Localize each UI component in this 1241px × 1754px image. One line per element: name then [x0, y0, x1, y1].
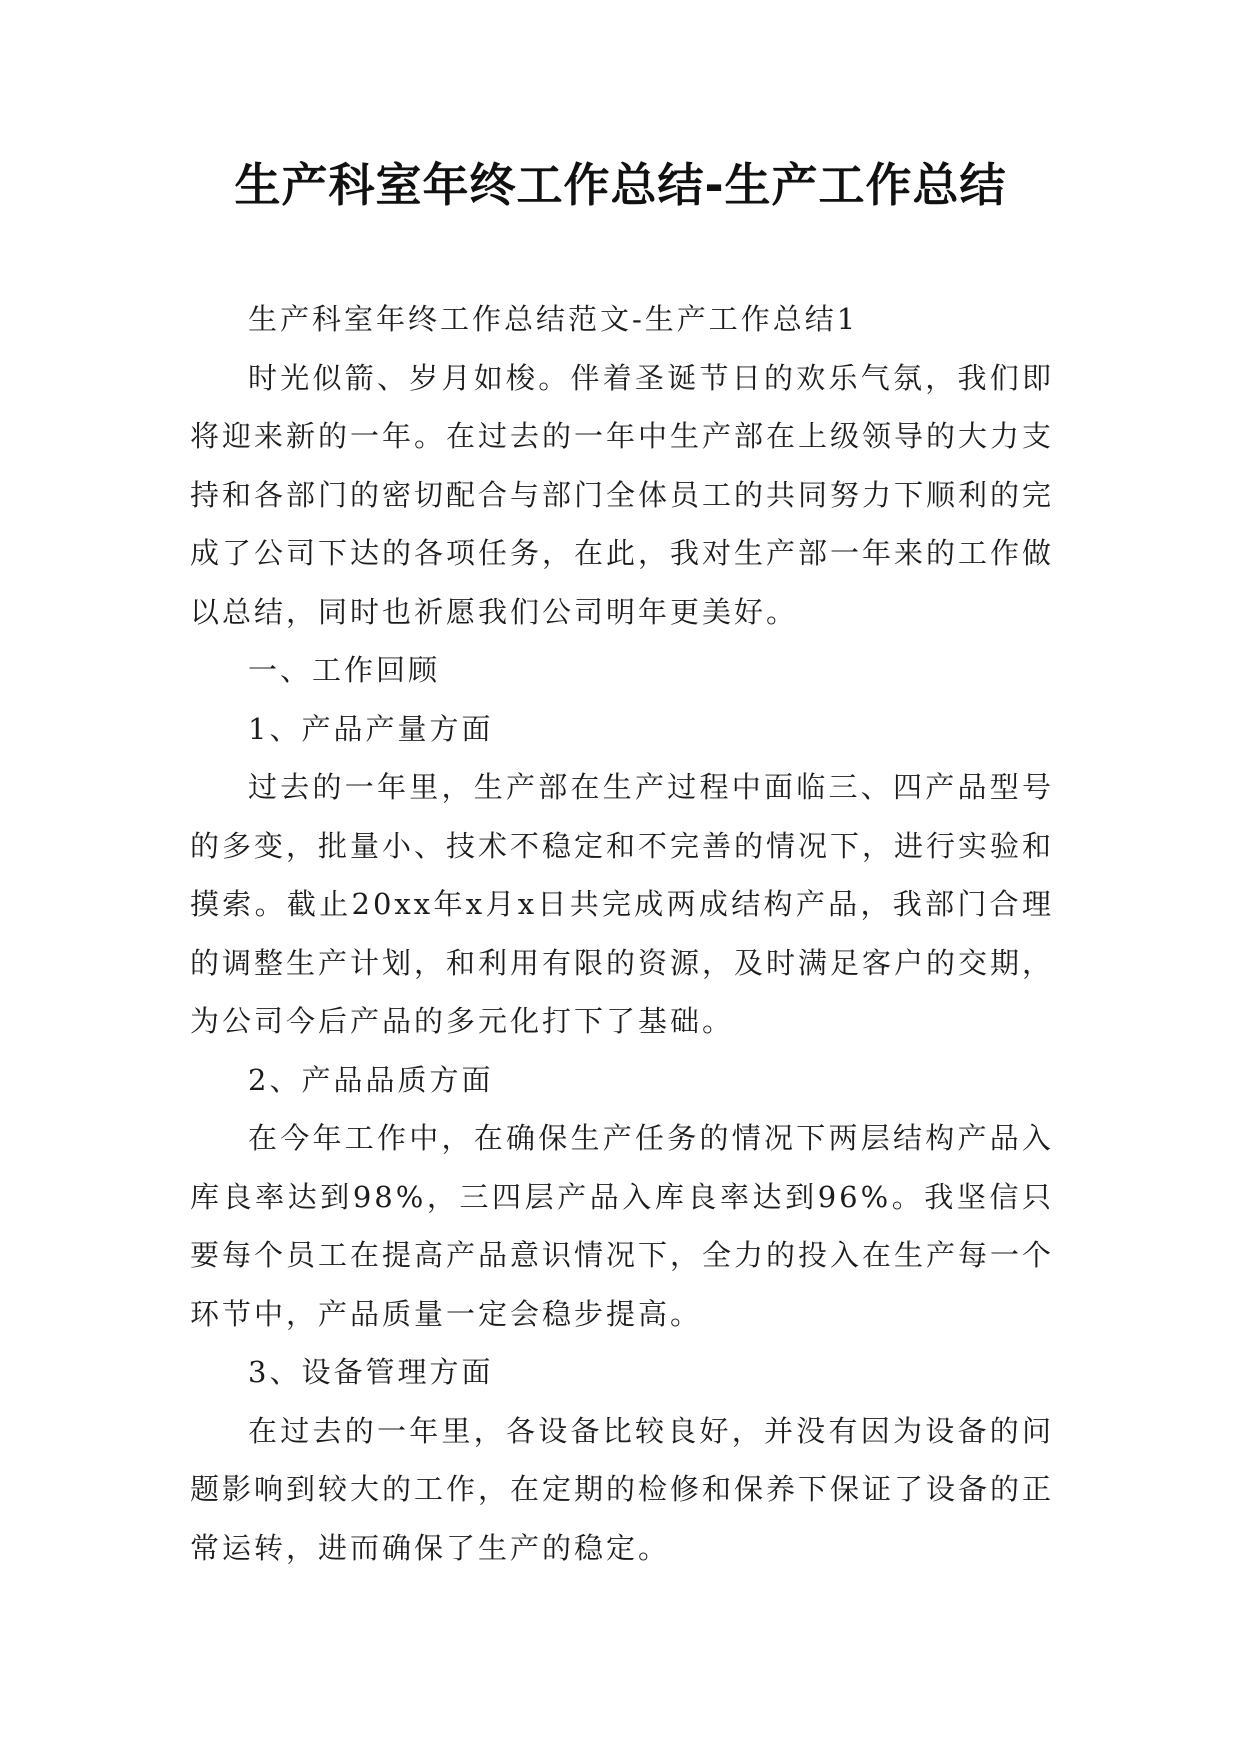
heading-output: 1、产品产量方面 [248, 711, 494, 746]
paragraph-equipment: 在过去的一年里，各设备比较良好，并没有因为设备的问题影响到较大的工作，在定期的检修和保养下保证了设备的正常运转，进而确保了生产的稳定。 [190, 1413, 1055, 1565]
section-heading: 生产科室年终工作总结范文-生产工作总结1 [248, 302, 859, 336]
paragraph-quality: 在今年工作中，在确保生产任务的情况下两层结构产品入库良率达到98%，三四层产品入库良率达到96%。我坚信只要每个员工在提高产品意识情况下，全力的投入在生产每一个环节中，产品质量一定会稳步提高。 [190, 1121, 1055, 1331]
document-title: 生产科室年终工作总结-生产工作总结 [234, 158, 1007, 212]
document-body [190, 290, 1054, 1577]
heading-quality: 2、产品品质方面 [248, 1062, 494, 1097]
paragraph-intro: 时光似箭、岁月如梭。伴着圣诞节日的欢乐气氛，我们即将迎来新的一年。在过去的一年中生产部在上级领导的大力支持和各部门的密切配合与部门全体员工的共同努力下顺利的完成了公司下达的各项任务，在此，我对生产部一年来的工作做以总结，同时也祈愿我们公司明年更美好。 [190, 360, 1055, 629]
heading-work-review: 一、工作回顾 [248, 653, 441, 687]
paragraph-output: 过去的一年里，生产部在生产过程中面临三、四产品型号的多变，批量小、技术不稳定和不完善的情况下，进行实验和摸索。截止20xx年x月x日共完成两成结构产品，我部门合理的调整生产计划，和利用有限的资源，及时满足客户的交期，为公司今后产品的多元化打下了基础。 [190, 770, 1055, 1038]
heading-equipment: 3、设备管理方面 [248, 1355, 494, 1389]
